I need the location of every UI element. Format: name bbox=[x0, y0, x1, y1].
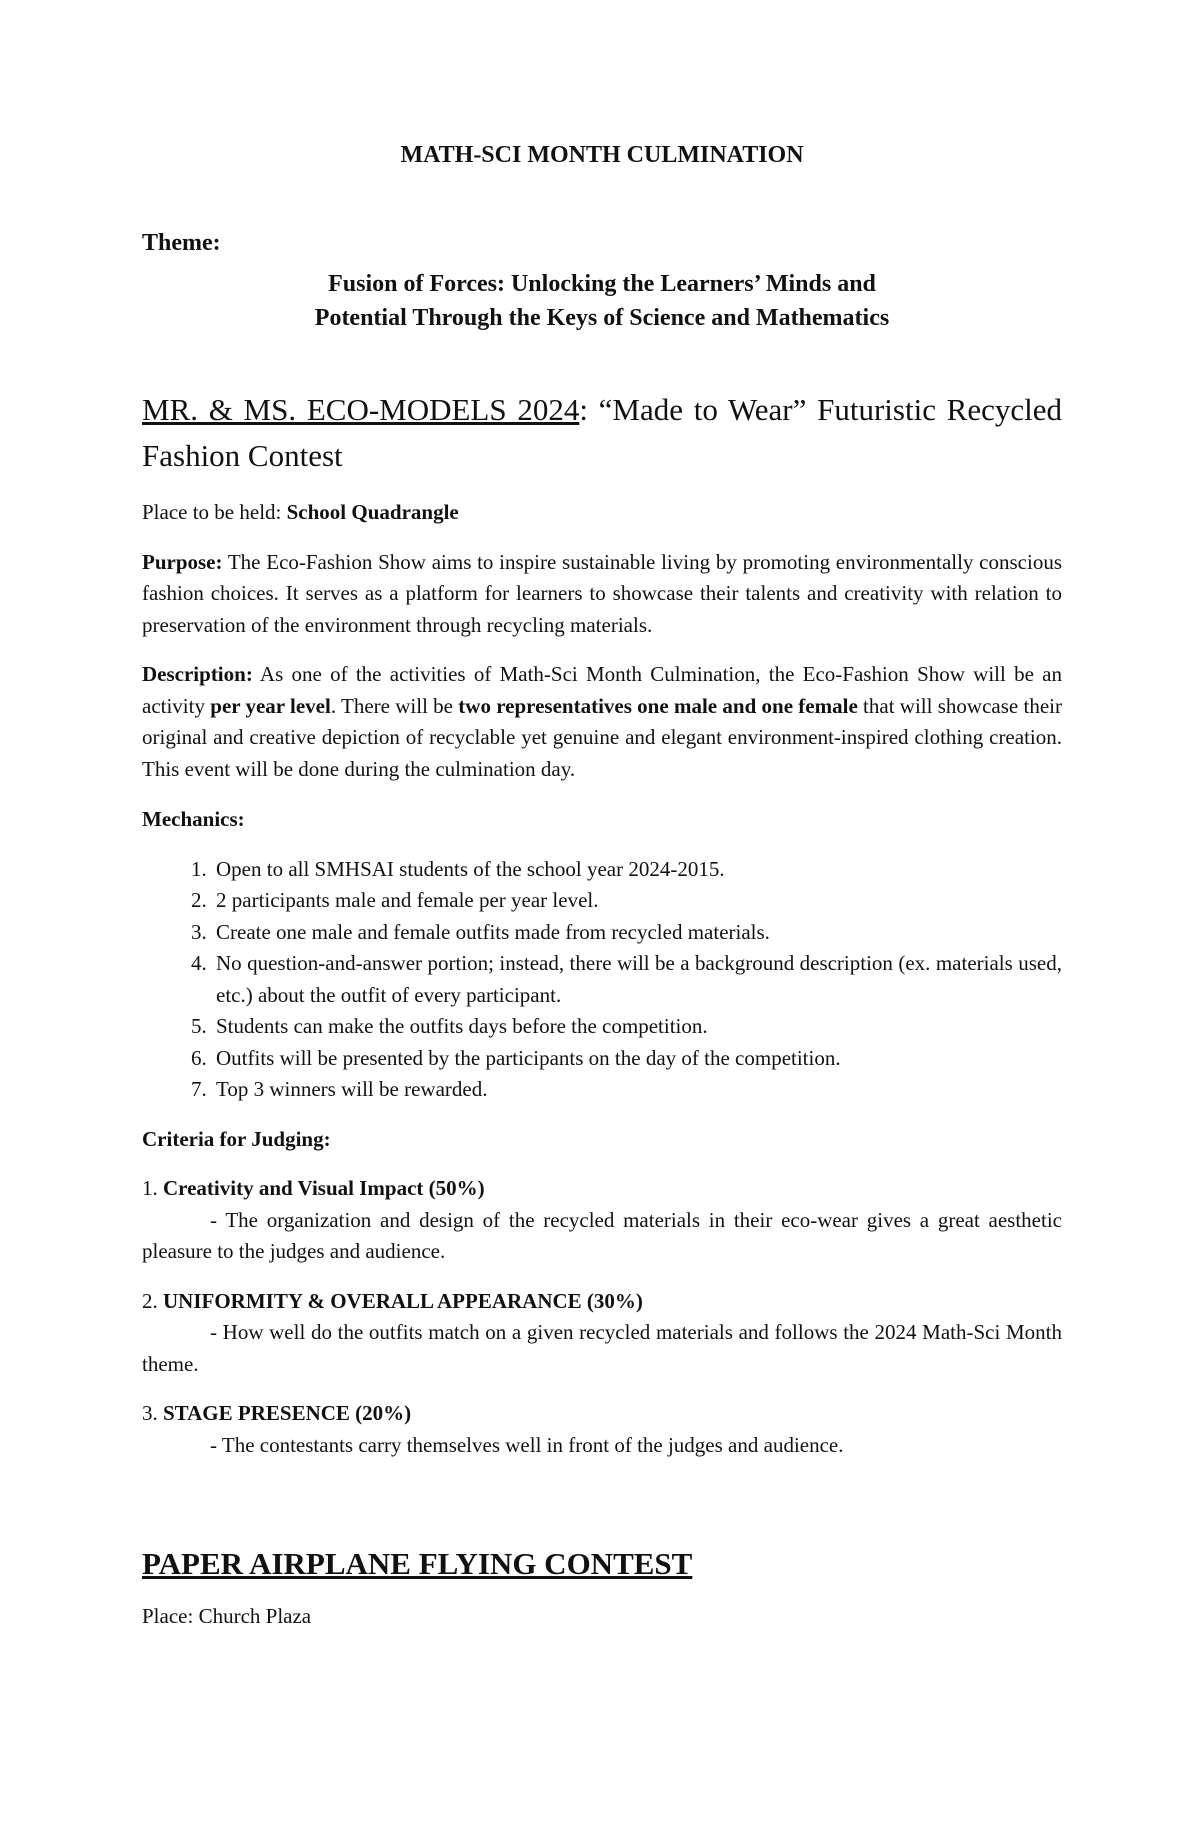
criteria-heading: Criteria for Judging: bbox=[142, 1126, 331, 1151]
eco-purpose-text: The Eco-Fashion Show aims to inspire sustainable living by promoting environmentally conscious fashion choices. It serves as a platform for learners to showcase their talents and creativity with relation to preservation of the environment through recycling materials. bbox=[142, 549, 1062, 637]
document-title: MATH-SCI MONTH CULMINATION bbox=[400, 142, 804, 168]
theme-label: Theme: bbox=[142, 230, 221, 256]
eco-description-bold-2: two representatives one male and one female bbox=[458, 693, 858, 718]
criterion-number: 1. bbox=[142, 1176, 163, 1200]
eco-models-heading-subtitle: “Made to Wear” Futuristic Recycled Fashion Contest bbox=[142, 392, 1063, 473]
criterion-title bbox=[142, 1398, 1062, 1430]
criterion-item bbox=[142, 1398, 1062, 1461]
eco-description-text-3: that will showcase their original and creative depiction of recyclable yet genuine and elegant environment-inspired clothing creation. This event will be done during the culmination day. bbox=[142, 693, 1062, 781]
theme-line-2: Potential Through the Keys of Science and Mathematics bbox=[314, 305, 890, 331]
criterion-item bbox=[142, 1286, 1062, 1381]
criterion-number: 2. bbox=[142, 1288, 163, 1313]
document-content bbox=[142, 140, 1062, 1633]
mechanics-item: 5. Students can make the outfits days before the competition. bbox=[212, 1011, 1062, 1043]
theme-line-1: Fusion of Forces: Unlocking the Learners’ Minds and bbox=[328, 271, 876, 297]
mechanics-heading: Mechanics: bbox=[142, 807, 245, 831]
criterion-name: Creativity and Visual Impact (50%) bbox=[163, 1176, 485, 1200]
criterion-title bbox=[142, 1173, 1062, 1205]
eco-models-heading-colon: : bbox=[579, 392, 588, 427]
eco-description bbox=[142, 659, 1062, 785]
eco-place bbox=[142, 497, 1062, 529]
mechanics-item: 6. Outfits will be presented by the participants on the day of the competition. bbox=[212, 1043, 1062, 1075]
eco-models-heading-title: MR. & MS. ECO-MODELS 2024 bbox=[142, 392, 580, 427]
mechanics-item: 1. Open to all SMHSAI students of the school year 2024-2015. bbox=[212, 854, 1062, 886]
eco-place-label: Place to be held: bbox=[142, 500, 287, 524]
mechanics-list bbox=[142, 854, 1062, 1106]
eco-purpose bbox=[142, 547, 1062, 642]
criterion-name: UNIFORMITY & OVERALL APPEARANCE (30%) bbox=[163, 1288, 643, 1313]
eco-models-heading bbox=[142, 387, 1062, 479]
mechanics-item: 3. Create one male and female outfits made from recycled materials. bbox=[212, 917, 1062, 949]
eco-place-value: School Quadrangle bbox=[286, 500, 459, 524]
paper-place-value: Church Plaza bbox=[198, 1604, 312, 1628]
criterion-description: - How well do the outfits match on a given recycled materials and follows the 2024 Math-Sci Month theme. bbox=[142, 1320, 1062, 1376]
eco-description-text-1: As one of the activities of Math-Sci Month Culmination, the Eco-Fashion Show will be an activity bbox=[142, 662, 1062, 718]
paper-airplane-heading: PAPER AIRPLANE FLYING CONTEST bbox=[142, 1546, 693, 1581]
paper-place-label: Place: bbox=[142, 1604, 199, 1628]
paper-place bbox=[142, 1601, 1062, 1633]
mechanics-item: 7. Top 3 winners will be rewarded. bbox=[212, 1074, 1062, 1106]
criterion-title bbox=[142, 1286, 1062, 1318]
mechanics-item: 2. 2 participants male and female per year level. bbox=[212, 885, 1062, 917]
eco-description-label: Description: bbox=[142, 662, 253, 686]
criterion-description: - The contestants carry themselves well in front of the judges and audience. bbox=[210, 1432, 844, 1457]
criterion-name: STAGE PRESENCE (20%) bbox=[163, 1401, 412, 1425]
mechanics-item: 4. No question-and-answer portion; instead, there will be a background description (ex. materials used, etc.) about the outfit of every participant. bbox=[212, 948, 1062, 1011]
eco-purpose-label: Purpose: bbox=[142, 549, 223, 574]
theme-text bbox=[142, 267, 1062, 335]
criterion-number: 3. bbox=[142, 1401, 163, 1425]
criterion-item bbox=[142, 1173, 1062, 1268]
eco-description-text-2: . There will be bbox=[330, 693, 459, 718]
criterion-description: - The organization and design of the recycled materials in their eco-wear gives a great aesthetic pleasure to the judges and audience. bbox=[142, 1207, 1062, 1263]
eco-description-bold-1: per year level bbox=[210, 693, 331, 718]
